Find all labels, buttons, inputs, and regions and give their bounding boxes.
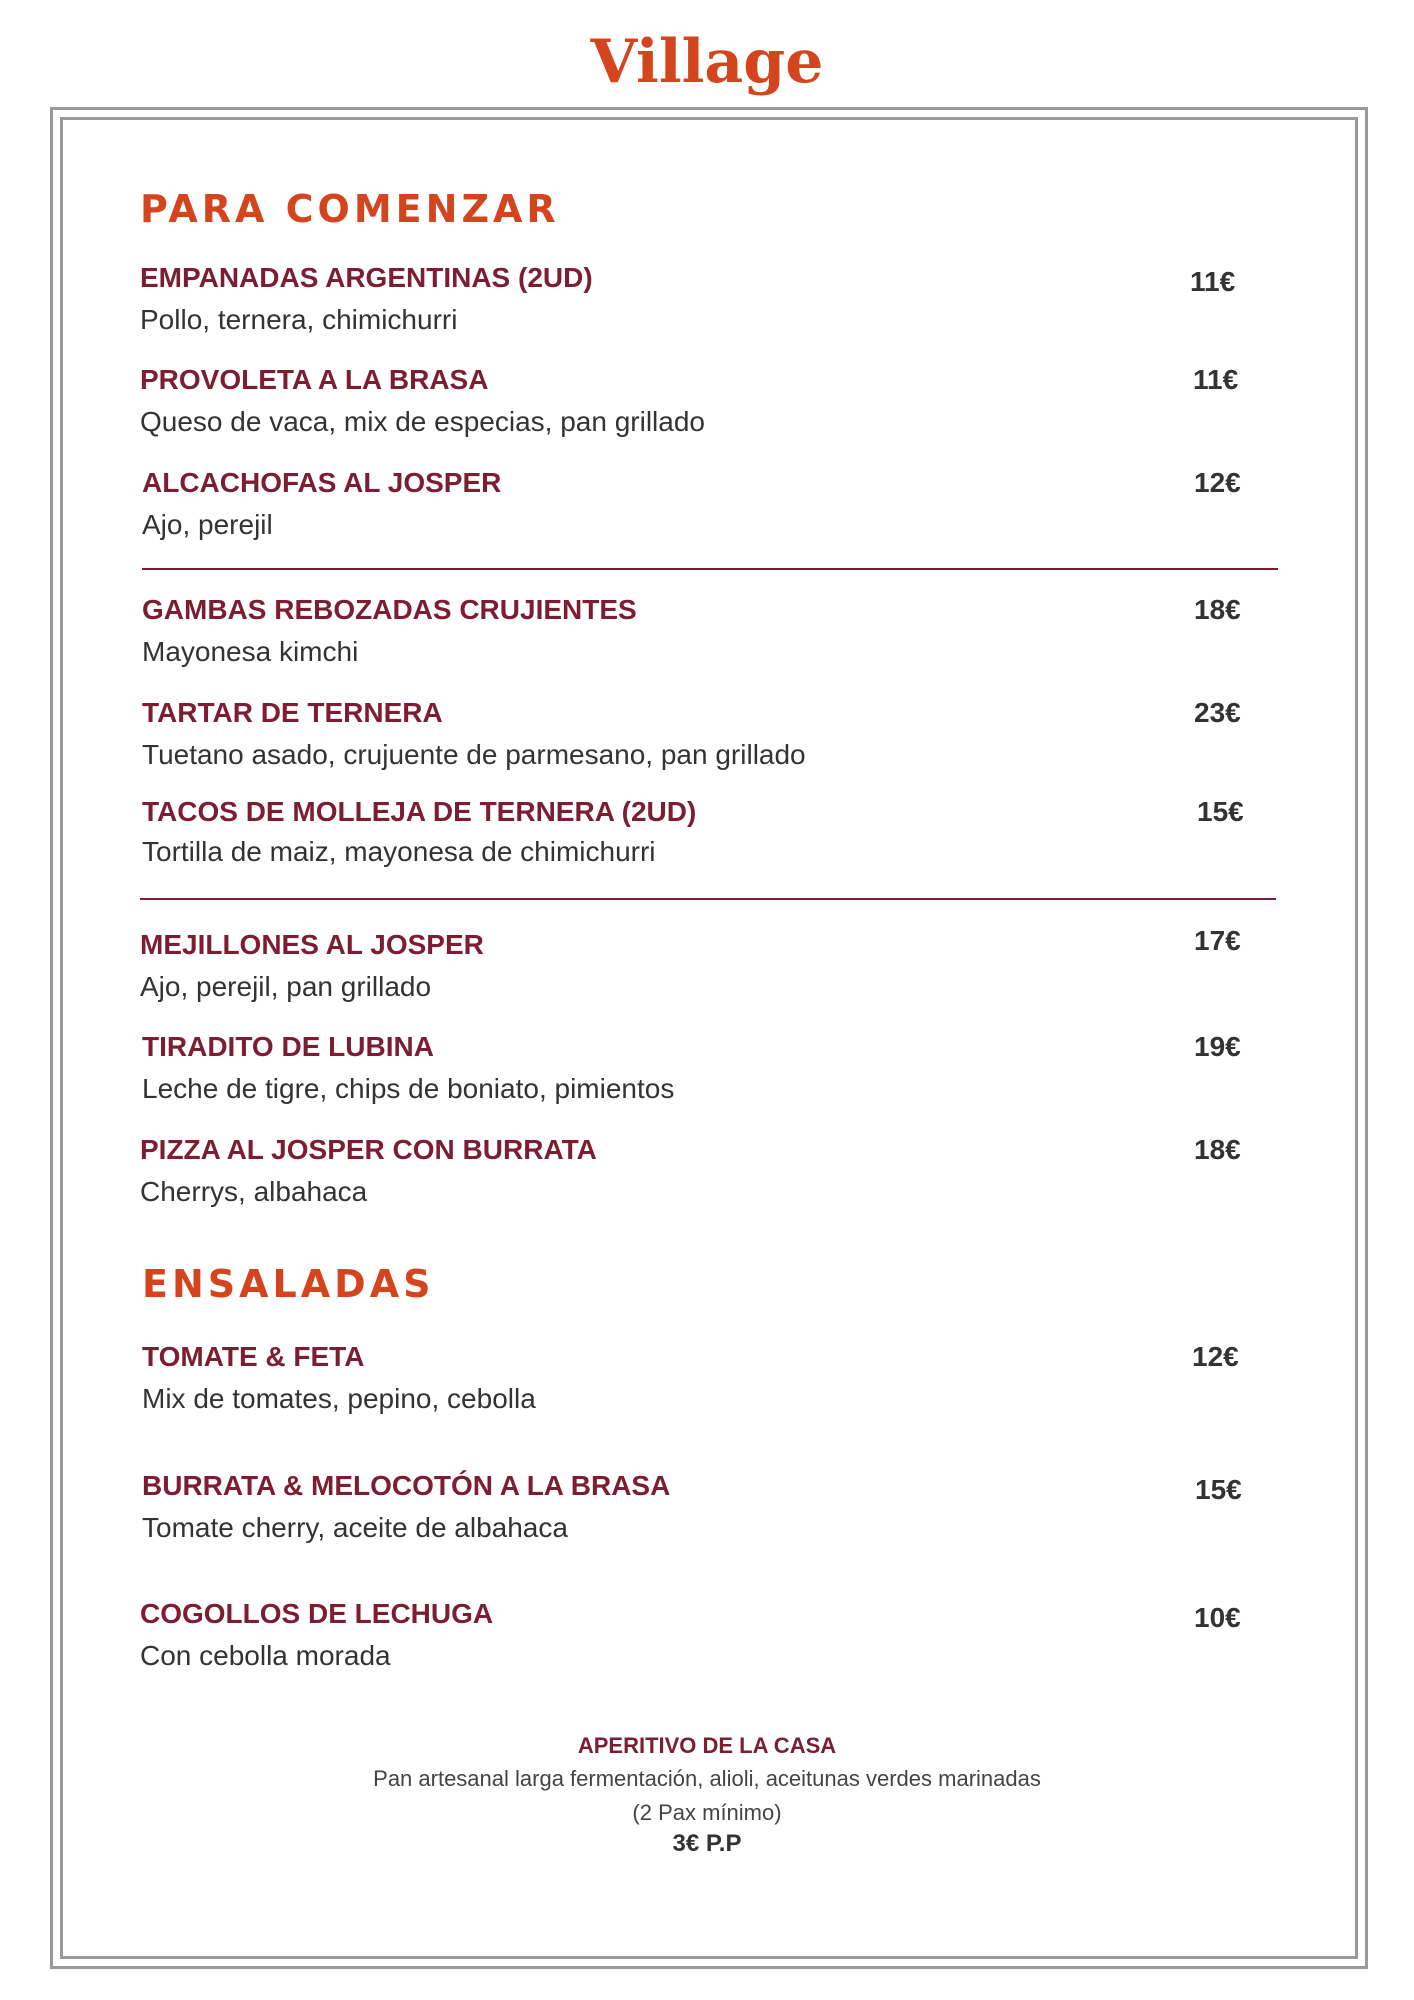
item-price: 19€	[1194, 1031, 1241, 1062]
restaurant-title: Village	[590, 27, 824, 97]
section-divider	[140, 898, 1276, 900]
item-name: GAMBAS REBOZADAS CRUJIENTES	[142, 594, 637, 625]
item-description: Pollo, ternera, chimichurri	[140, 304, 458, 335]
item-description: Mix de tomates, pepino, cebolla	[142, 1383, 536, 1414]
item-price: 17€	[1194, 925, 1241, 956]
item-description: Ajo, perejil	[142, 509, 273, 540]
item-name: PROVOLETA A LA BRASA	[140, 364, 489, 395]
item-price: 11€	[1190, 266, 1236, 297]
aperitif-price: 3€ P.P	[672, 1830, 742, 1857]
menu-item	[140, 260, 1260, 350]
item-price: 23€	[1194, 697, 1241, 728]
item-price: 15€	[1195, 1474, 1242, 1505]
menu-item	[140, 1132, 1260, 1222]
item-name: PIZZA AL JOSPER CON BURRATA	[140, 1134, 597, 1165]
item-price: 12€	[1192, 1341, 1239, 1372]
item-price: 12€	[1194, 467, 1241, 498]
aperitif-description: Pan artesanal larga fermentación, alioli, aceitunas verdes marinadas	[373, 1766, 1041, 1791]
section-divider	[142, 568, 1278, 570]
menu-item	[142, 592, 1262, 682]
aperitif-title: APERITIVO DE LA CASA	[577, 1733, 837, 1758]
item-description: Tomate cherry, aceite de albahaca	[142, 1512, 568, 1543]
item-description: Mayonesa kimchi	[142, 636, 359, 667]
item-name: TOMATE & FETA	[142, 1341, 365, 1372]
item-price: 18€	[1194, 1134, 1241, 1165]
menu-item	[140, 927, 1260, 1017]
item-description: Ajo, perejil, pan grillado	[140, 971, 432, 1002]
section-title-ensaladas: ENSALADAS	[142, 1262, 435, 1306]
item-description: Tortilla de maiz, mayonesa de chimichurri	[142, 836, 656, 867]
item-price: 15€	[1197, 796, 1244, 827]
item-description: Queso de vaca, mix de especias, pan grillado	[140, 406, 705, 437]
section-title-para-comenzar: PARA COMENZAR	[140, 187, 560, 231]
item-price: 10€	[1194, 1602, 1241, 1633]
menu-item	[142, 1468, 1262, 1558]
menu-item	[140, 1596, 1260, 1686]
item-description: Tuetano asado, crujuente de parmesano, pan grillado	[142, 739, 806, 770]
item-name: ALCACHOFAS AL JOSPER	[142, 467, 502, 498]
item-name: TARTAR DE TERNERA	[142, 697, 443, 728]
menu-item	[140, 362, 1260, 452]
menu-item	[142, 1029, 1262, 1119]
item-price: 18€	[1194, 594, 1241, 625]
item-price: 11€	[1193, 364, 1239, 395]
aperitif-note: (2 Pax mínimo)	[632, 1800, 782, 1825]
item-description: Con cebolla morada	[140, 1640, 391, 1671]
menu-item	[142, 794, 1262, 884]
item-name: EMPANADAS ARGENTINAS (2UD)	[140, 262, 593, 293]
item-description: Cherrys, albahaca	[140, 1176, 368, 1207]
menu-item	[142, 1339, 1262, 1429]
menu-item	[142, 695, 1262, 785]
item-name: TIRADITO DE LUBINA	[142, 1031, 434, 1062]
house-aperitif	[0, 1730, 1414, 1858]
item-name: BURRATA & MELOCOTÓN A LA BRASA	[142, 1470, 671, 1501]
item-name: COGOLLOS DE LECHUGA	[140, 1598, 494, 1629]
item-name: MEJILLONES AL JOSPER	[140, 929, 484, 960]
item-name: TACOS DE MOLLEJA DE TERNERA (2UD)	[142, 796, 697, 827]
menu-item	[142, 465, 1262, 555]
item-description: Leche de tigre, chips de boniato, pimientos	[142, 1073, 675, 1104]
